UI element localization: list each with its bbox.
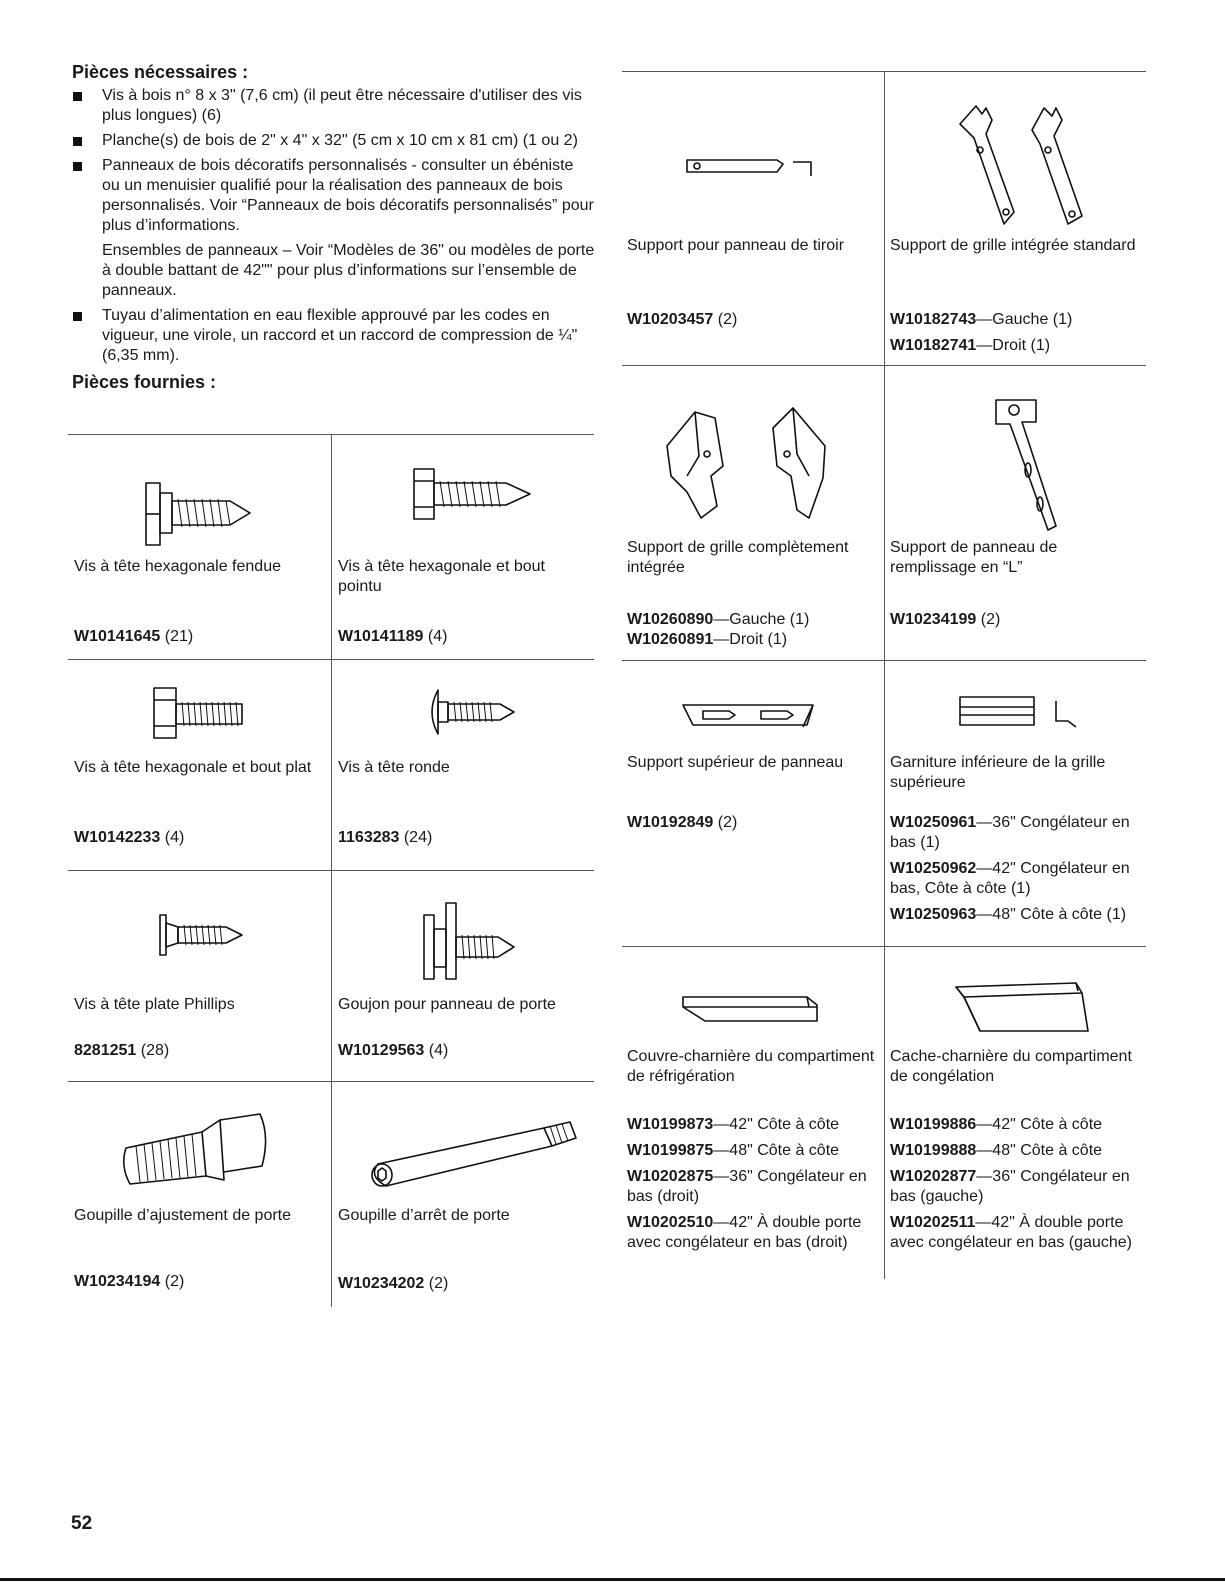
part-name: Vis à tête ronde — [338, 759, 450, 776]
part-cell — [331, 660, 594, 870]
top-panel-bracket-icon — [627, 661, 880, 749]
part-cell — [622, 947, 884, 1279]
standard-grille-bracket-icon — [890, 72, 1142, 232]
part-numbers — [627, 610, 880, 650]
table-row — [68, 659, 594, 870]
part-name: Support de grille complètement intégrée — [627, 539, 849, 576]
list-item: Panneaux de bois décoratifs personnalisés - consulter un ébéniste ou un menuisier qualifié pour la réalisation des panneaux de bois personnalisés. Voir “Panneaux de bois décoratifs personnalisés” pour plus d’informations. Ensembles de panneaux – Voir “Modèles de 36" ou modèles de porte à double battant de 42"" pour plus d’informations sur l’ensemble de panneaux. — [70, 156, 595, 301]
part-name: Support de panneau de remplissage en “L” — [890, 539, 1058, 576]
part-name: Goupille d’arrêt de porte — [338, 1207, 510, 1224]
supplied-parts-table-right — [622, 71, 1146, 1279]
part-cell — [622, 72, 884, 365]
phillips-flat-screw-icon — [74, 871, 327, 991]
part-cell — [68, 435, 331, 659]
l-filler-bracket-icon — [890, 366, 1142, 534]
fridge-hinge-cover-icon — [627, 947, 880, 1043]
required-parts-section — [70, 62, 595, 396]
part-number: 1163283 (24) — [338, 829, 433, 846]
part-number: W10199888—48" Côte à côte — [890, 1142, 1103, 1159]
table-row — [622, 660, 1146, 946]
part-numbers — [627, 310, 880, 330]
part-cell — [884, 661, 1146, 946]
part-number: W10250963—48" Côte à côte (1) — [890, 906, 1127, 923]
door-adjust-pin-icon — [74, 1082, 327, 1202]
part-cell — [331, 435, 594, 659]
part-number: W10199875—48" Côte à côte — [627, 1142, 840, 1159]
part-numbers — [74, 828, 327, 848]
part-cell — [331, 871, 594, 1081]
part-numbers — [890, 813, 1142, 925]
part-numbers — [338, 828, 590, 848]
page-bottom-rule — [0, 1578, 1225, 1581]
part-numbers — [627, 813, 880, 833]
part-name: Vis à tête hexagonale et bout pointu — [338, 558, 545, 595]
table-row — [68, 434, 594, 659]
part-name: Support de grille intégrée standard — [890, 237, 1136, 254]
part-number: W10199873—42" Côte à côte — [627, 1116, 840, 1133]
part-number: W10250961—36" Congélateur en bas (1) — [890, 814, 1130, 851]
hex-flat-screw-icon — [74, 660, 327, 754]
part-numbers — [338, 1274, 590, 1294]
part-name: Garniture inférieure de la grille supérieure — [890, 754, 1106, 791]
part-cell — [622, 661, 884, 946]
required-parts-heading: Pièces nécessaires : — [72, 62, 249, 82]
table-row — [622, 365, 1146, 660]
part-numbers — [627, 1115, 880, 1253]
part-cell — [68, 871, 331, 1081]
part-cell — [68, 660, 331, 870]
part-name: Support pour panneau de tiroir — [627, 237, 845, 254]
part-number: W10260891—Droit (1) — [627, 631, 788, 648]
drawer-panel-bracket-icon — [627, 72, 880, 232]
part-number: W10234199 (2) — [890, 611, 1001, 628]
part-numbers — [338, 1041, 590, 1061]
lower-trim-icon — [890, 661, 1142, 749]
table-row — [68, 870, 594, 1081]
door-panel-stud-icon — [338, 871, 590, 991]
part-cell — [884, 366, 1146, 660]
required-parts-list — [70, 86, 595, 366]
part-number: W10202510—42" À double porte avec congélateur en bas (droit) — [627, 1214, 862, 1251]
part-name: Vis à tête plate Phillips — [74, 996, 235, 1013]
part-number: W10182741—Droit (1) — [890, 337, 1051, 354]
supplied-parts-heading: Pièces fournies : — [72, 372, 217, 392]
full-grille-bracket-icon — [627, 366, 880, 534]
part-number: 8281251 (28) — [74, 1042, 170, 1059]
part-number: W10260890—Gauche (1) — [627, 611, 810, 628]
table-row — [622, 946, 1146, 1279]
part-cell — [884, 947, 1146, 1279]
part-number: W10234194 (2) — [74, 1273, 185, 1290]
part-name: Support supérieur de panneau — [627, 754, 844, 771]
part-number: W10182743—Gauche (1) — [890, 311, 1073, 328]
part-numbers — [890, 610, 1142, 630]
part-number: W10202877—36" Congélateur en bas (gauche) — [890, 1168, 1130, 1205]
freezer-hinge-cover-icon — [890, 947, 1142, 1043]
part-numbers — [338, 627, 590, 647]
part-cell — [331, 1082, 594, 1307]
part-cell — [884, 72, 1146, 365]
part-numbers — [890, 310, 1142, 356]
part-name: Goupille d’ajustement de porte — [74, 1207, 292, 1224]
part-number: W10141189 (4) — [338, 628, 448, 645]
part-number: W10202511—42" À double porte avec congélateur en bas (gauche) — [890, 1214, 1132, 1251]
part-numbers — [74, 627, 327, 647]
list-item: Planche(s) de bois de 2" x 4" x 32" (5 cm x 10 cm x 81 cm) (1 ou 2) — [70, 131, 595, 151]
part-number: W10250962—42" Congélateur en bas, Côte à côte (1) — [890, 860, 1130, 897]
part-number: W10203457 (2) — [627, 311, 738, 328]
part-name: Couvre-charnière du compartiment de réfrigération — [627, 1048, 875, 1085]
round-head-screw-icon — [338, 660, 590, 754]
part-name: Vis à tête hexagonale fendue — [74, 558, 281, 575]
part-cell — [68, 1082, 331, 1307]
part-numbers — [74, 1272, 327, 1292]
part-name: Goujon pour panneau de porte — [338, 996, 556, 1013]
part-name: Cache-charnière du compartiment de congélation — [890, 1048, 1132, 1085]
hex-pointed-screw-icon — [338, 435, 590, 553]
part-number: W10129563 (4) — [338, 1042, 449, 1059]
list-item: Tuyau d’alimentation en eau flexible approuvé par les codes en vigueur, une virole, un raccord et un raccord de compression de ¼" (6,35 mm). — [70, 306, 595, 366]
part-number: W10234202 (2) — [338, 1275, 449, 1292]
part-number: W10199886—42" Côte à côte — [890, 1116, 1103, 1133]
part-cell — [622, 366, 884, 660]
part-number: W10192849 (2) — [627, 814, 738, 831]
door-stop-pin-icon — [338, 1082, 590, 1202]
slotted-hex-screw-icon — [74, 435, 327, 553]
list-item: Vis à bois n° 8 x 3" (7,6 cm) (il peut être nécessaire d'utiliser des vis plus longues) (6) — [70, 86, 595, 126]
page-number: 52 — [71, 1513, 93, 1534]
part-numbers — [890, 1115, 1142, 1253]
part-number: W10202875—36" Congélateur en bas (droit) — [627, 1168, 867, 1205]
part-numbers — [74, 1041, 327, 1061]
panel-kit-note: Ensembles de panneaux – Voir “Modèles de 36" ou modèles de porte à double battant de 42"" pour plus d’informations sur l’ensemble de panneaux. — [102, 242, 595, 299]
table-row — [68, 1081, 594, 1307]
part-number: W10141645 (21) — [74, 628, 194, 645]
table-row — [622, 71, 1146, 365]
part-number: W10142233 (4) — [74, 829, 185, 846]
supplied-parts-table-left — [68, 434, 594, 1307]
part-name: Vis à tête hexagonale et bout plat — [74, 759, 312, 776]
